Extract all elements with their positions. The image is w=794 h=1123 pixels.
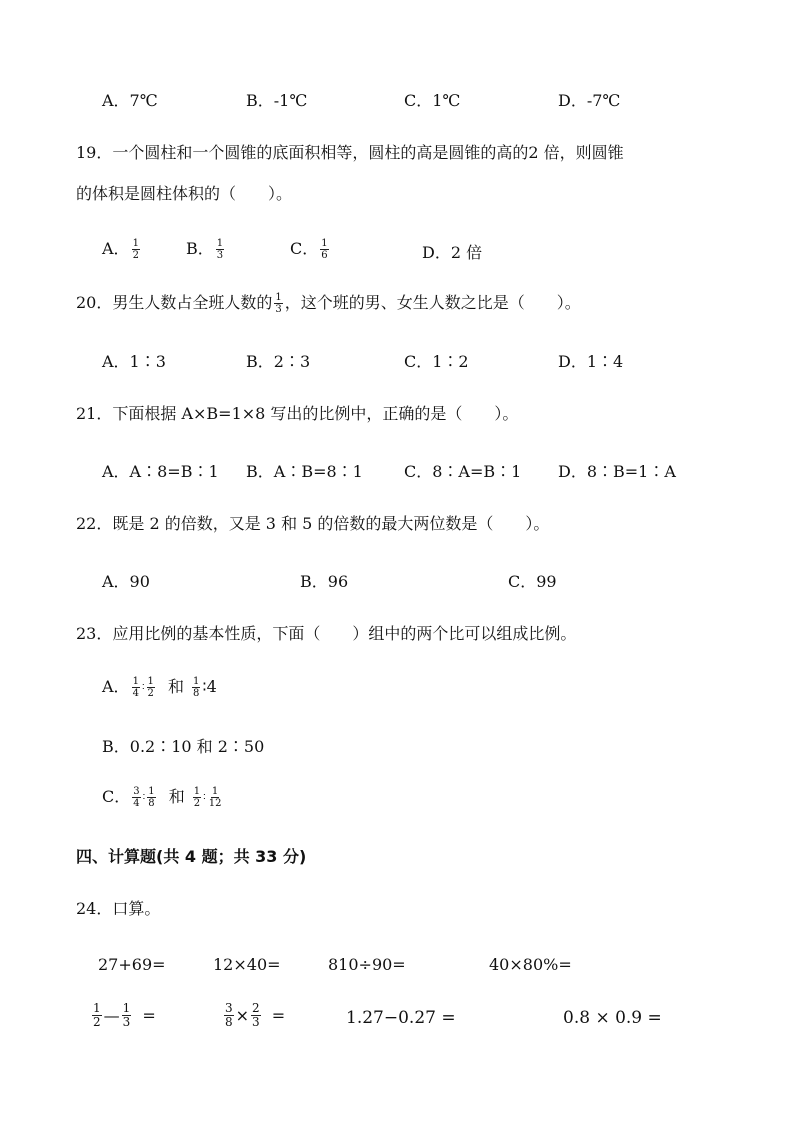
q19-text-line1: 19．一个圆柱和一个圆锥的底面积相等，圆柱的高是圆锥的高的2 倍，则圆锥 xyxy=(76,143,624,162)
calc-item: 0.8 × 0.9 = xyxy=(563,1008,662,1028)
fraction: $\frac{1}{8}$ xyxy=(148,786,155,809)
calc-item: 27+69= xyxy=(98,955,166,974)
q20-option-b: B．2∶3 xyxy=(246,352,311,371)
q20-option-d: D．1∶4 xyxy=(558,352,624,371)
q21-option-c: C．8∶A=B∶1 xyxy=(404,462,522,481)
q19-option-c: C． $\frac{1}{6}$ xyxy=(290,238,328,261)
q18-option-b: B．-1℃ xyxy=(246,91,308,110)
calc-item: $\frac{1}{2}$ — $\frac{1}{3}$ = xyxy=(93,1001,156,1029)
q18-option-a: A．7℃ xyxy=(102,91,158,110)
calc-item: 40×80%= xyxy=(489,955,572,974)
calc-item: $\frac{3}{8}$ × $\frac{2}{3}$ = xyxy=(225,1001,286,1029)
q23-option-c: C． $\frac{3}{4}$ ∶ $\frac{1}{8}$ 和 $\frac{1}{2}$ ∶ $\frac{1}{12}$ xyxy=(102,786,222,809)
q18-option-c: C．1℃ xyxy=(404,91,461,110)
fraction: $\frac{1}{4}$ xyxy=(132,676,139,699)
q24-title: 24．口算。 xyxy=(76,899,161,918)
q20-option-a: A．1∶3 xyxy=(102,352,166,371)
fraction: $\frac{3}{4}$ xyxy=(133,786,140,809)
q22-text: 22．既是 2 的倍数，又是 3 和 5 的倍数的最大两位数是（ ）。 xyxy=(76,514,550,533)
q22-option-b: B．96 xyxy=(300,572,349,591)
q21-option-a: A．A∶8=B∶1 xyxy=(102,462,219,481)
q18-option-d: D．-7℃ xyxy=(558,91,621,110)
fraction: $\frac{1}{3}$ xyxy=(275,292,282,315)
q22-option-a: A．90 xyxy=(102,572,150,591)
q20-text: 20．男生人数占全班人数的 $\frac{1}{3}$ ，这个班的男、女生人数之比是（ ）。 xyxy=(76,292,581,315)
q19-option-b: B． $\frac{1}{3}$ xyxy=(186,238,224,261)
q19-text-line2: 的体积是圆柱体积的（ ）。 xyxy=(76,184,293,203)
fraction: $\frac{3}{8}$ xyxy=(225,1001,233,1029)
q23-text: 23．应用比例的基本性质，下面（ ）组中的两个比可以组成比例。 xyxy=(76,624,577,643)
q23-option-a: A． $\frac{1}{4}$ ∶ $\frac{1}{2}$ 和 $\frac{1}{8}$ ∶4 xyxy=(102,676,217,699)
fraction: $\frac{1}{3}$ xyxy=(216,238,224,261)
calc-item: 12×40= xyxy=(213,955,281,974)
q21-option-d: D．8∶B=1∶A xyxy=(558,462,676,481)
q23-option-b: B．0.2∶10 和 2∶50 xyxy=(102,737,265,756)
fraction: $\frac{1}{2}$ xyxy=(147,676,154,699)
fraction: $\frac{2}{3}$ xyxy=(252,1001,260,1029)
fraction: $\frac{1}{2}$ xyxy=(93,1001,101,1029)
q21-option-b: B．A∶B=8∶1 xyxy=(246,462,363,481)
q19-option-a: A． $\frac{1}{2}$ xyxy=(102,238,139,261)
section-heading: 四、计算题(共 4 题；共 33 分) xyxy=(76,847,307,866)
q21-text: 21．下面根据 A×B=1×8 写出的比例中，正确的是（ ）。 xyxy=(76,404,519,423)
q19-option-d: D．2 倍 xyxy=(422,243,483,262)
fraction: $\frac{1}{3}$ xyxy=(122,1001,131,1029)
q20-option-c: C．1∶2 xyxy=(404,352,469,371)
fraction: $\frac{1}{2}$ xyxy=(132,238,139,261)
calc-item: 810÷90= xyxy=(328,955,406,974)
calc-item: 1.27−0.27 = xyxy=(346,1008,456,1028)
fraction: $\frac{1}{12}$ xyxy=(208,786,222,809)
q22-option-c: C．99 xyxy=(508,572,557,591)
fraction: $\frac{1}{8}$ xyxy=(193,676,200,699)
fraction: $\frac{1}{2}$ xyxy=(193,786,201,809)
fraction: $\frac{1}{6}$ xyxy=(321,238,328,261)
